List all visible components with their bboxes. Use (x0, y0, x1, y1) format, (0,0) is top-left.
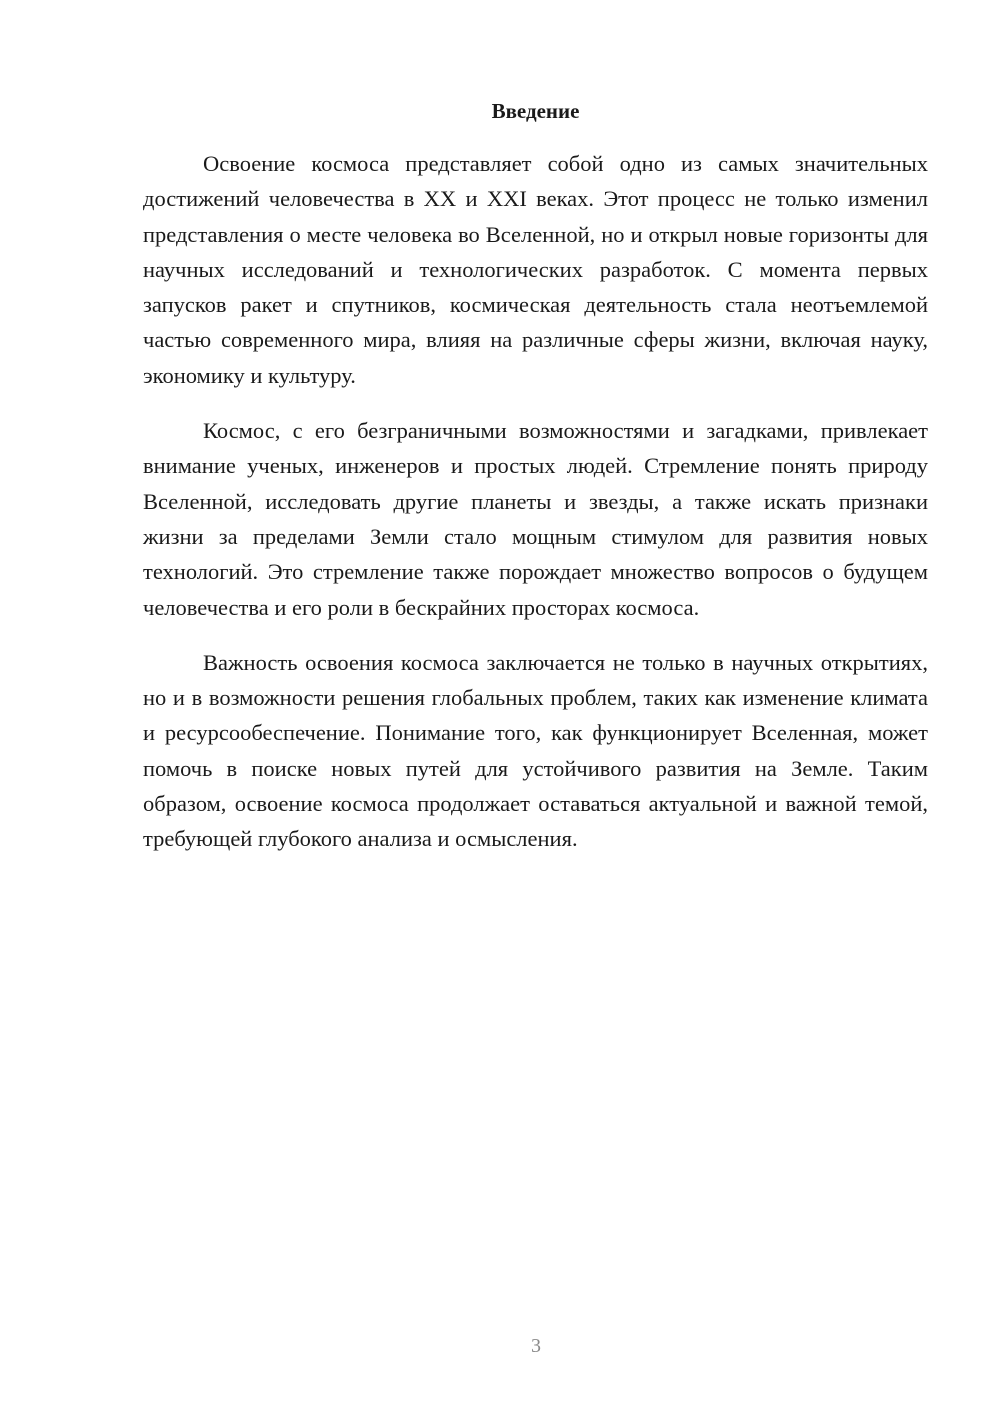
paragraph-1: Освоение космоса представляет собой одно из самых значительных достижений человечества в XX и XXI веках. Этот процесс не только изменил представления о месте человека во Вселенной, но и открыл новые горизонты для научных исследований и технологических разработок. С момента первых запусков ракет и спутников, космическая деятельность стала неотъемлемой частью современного мира, влияя на различные сферы жизни, включая науку, экономику и культуру. (143, 151, 928, 388)
paragraph-2: Космос, с его безграничными возможностями и загадками, привлекает внимание ученых, инженеров и простых людей. Стремление понять природу Вселенной, исследовать другие планеты и звезды, а также искать признаки жизни за пределами Земли стало мощным стимулом для развития новых технологий. Это стремление также порождает множество вопросов о будущем человечества и его роли в бескрайних просторах космоса. (143, 418, 928, 620)
section-heading: Введение (491, 99, 580, 123)
page-content (143, 96, 928, 857)
page-number: 3 (531, 1335, 541, 1357)
paragraph-3: Важность освоения космоса заключается не только в научных открытиях, но и в возможности решения глобальных проблем, таких как изменение климата и ресурсообеспечение. Понимание того, как функционирует Вселенная, может помочь в поиске новых путей для устойчивого развития на Земле. Таким образом, освоение космоса продолжает оставаться актуальной и важной темой, требующей глубокого анализа и осмысления. (143, 649, 928, 852)
